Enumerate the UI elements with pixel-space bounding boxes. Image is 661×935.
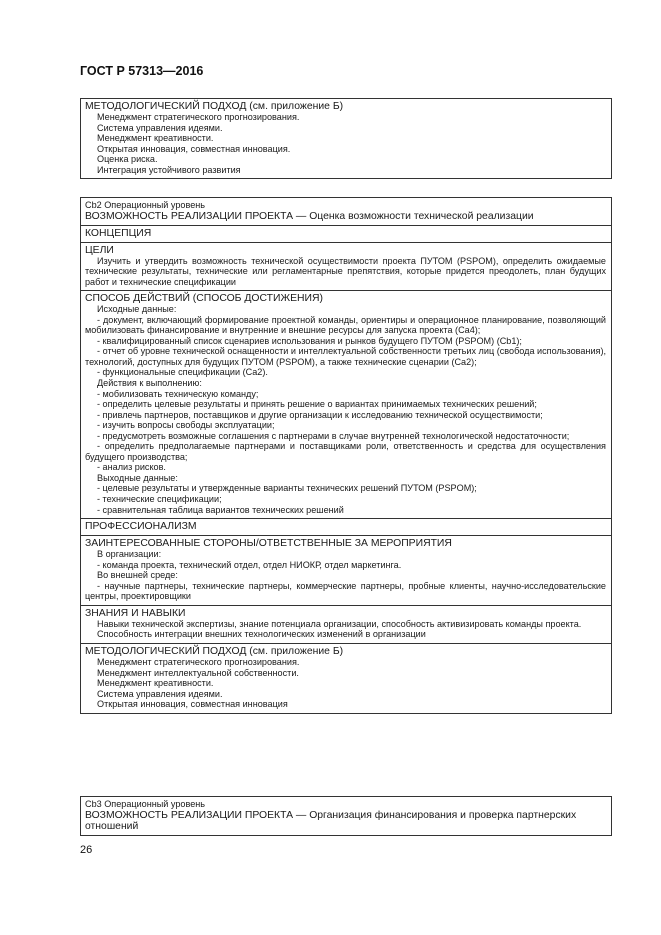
list-item: - привлечь партнеров, поставщиков и другие организации к исследованию технической осуществимости; bbox=[97, 409, 543, 420]
list-item: Открытая инновация, совместная инновация. bbox=[97, 143, 291, 154]
section-heading: КОНЦЕПЦИЯ bbox=[85, 227, 152, 239]
section-heading: ЗНАНИЯ И НАВЫКИ bbox=[85, 607, 186, 619]
section-heading: МЕТОДОЛОГИЧЕСКИЙ ПОДХОД (см. приложение Б) bbox=[85, 645, 344, 657]
list-item: Менеджмент креативности. bbox=[97, 133, 214, 144]
level-label: Cb2 Операционный уровень bbox=[85, 200, 206, 210]
list-item: Оценка риска. bbox=[97, 154, 158, 165]
subheading: Исходные данные: bbox=[97, 304, 177, 315]
block-title: ВОЗМОЖНОСТЬ РЕАЛИЗАЦИИ ПРОЕКТА — Оценка возможности технической реализации bbox=[85, 210, 534, 222]
list-item: Менеджмент стратегического прогнозирования. bbox=[97, 112, 300, 122]
subheading: В организации: bbox=[97, 549, 162, 560]
method-section bbox=[81, 290, 611, 518]
list-item: Способность интеграции внешних технологических изменений в организации bbox=[97, 629, 426, 640]
concept-section bbox=[81, 225, 611, 242]
list-item: - технические спецификации; bbox=[97, 494, 222, 505]
list-item: - анализ рисков. bbox=[97, 462, 166, 473]
section-heading: ЦЕЛИ bbox=[85, 244, 114, 256]
section-heading: ЗАИНТЕРЕСОВАННЫЕ СТОРОНЫ/ОТВЕТСТВЕННЫЕ ЗА МЕРОПРИЯТИЯ bbox=[85, 538, 452, 550]
list-item: - отчет об уровне технической оснащенности и интеллектуальной собственности третьих лиц (свобода использования), технологий, доступных для будущих ПУТОМ (PSPOM), а также технические сценарии (Ca2); bbox=[85, 346, 606, 367]
list-item: - мобилизовать техническую команду; bbox=[97, 388, 259, 399]
list-item: - целевые результаты и утвержденные варианты технических решений ПУТОМ (PSPOM); bbox=[97, 483, 477, 494]
list-item: - функциональные спецификации (Ca2). bbox=[97, 367, 268, 378]
level-label: Cb3 Операционный уровень bbox=[85, 799, 206, 809]
list-item: Навыки технической экспертизы, знание потенциала организации, способность активизировать команды проекта. bbox=[97, 618, 582, 629]
page-number: 26 bbox=[80, 844, 93, 856]
subheading: Выходные данные: bbox=[97, 472, 178, 483]
list-item: - команда проекта, технический отдел, отдел НИОКР, отдел маркетинга. bbox=[97, 559, 402, 570]
cb2-block bbox=[80, 197, 612, 714]
methodology-section bbox=[81, 99, 611, 178]
section-heading: ПРОФЕССИОНАЛИЗМ bbox=[85, 521, 197, 533]
section-heading: СПОСОБ ДЕЙСТВИЙ (СПОСОБ ДОСТИЖЕНИЯ) bbox=[85, 293, 323, 305]
professionalism-section bbox=[81, 518, 611, 535]
cb3-block bbox=[80, 796, 612, 836]
goals-section bbox=[81, 242, 611, 291]
block-title: ВОЗМОЖНОСТЬ РЕАЛИЗАЦИИ ПРОЕКТА — Организация финансирования и проверка партнерских отношений bbox=[85, 809, 577, 832]
list-item: Менеджмент интеллектуальной собственности. bbox=[97, 667, 299, 678]
list-item: - предусмотреть возможные соглашения с партнерами в случае внутренней технологической недостаточности; bbox=[97, 430, 570, 441]
stakeholders-section bbox=[81, 535, 611, 605]
approach-section bbox=[81, 643, 611, 713]
list-item: - определить целевые результаты и принять решение о вариантах принимаемых технических решений; bbox=[97, 399, 537, 410]
method-block-1 bbox=[80, 98, 612, 179]
cb3-title-section bbox=[81, 797, 611, 835]
list-item: - изучить вопросы свободы эксплуатации; bbox=[97, 420, 275, 431]
list-item: Менеджмент стратегического прогнозирования. bbox=[97, 656, 300, 667]
goals-text: Изучить и утвердить возможность технической осуществимости проекта ПУТОМ (PSPOM), определить ожидаемые технические результаты, технические или регламентарные препятствия, которые придется преодолеть, план будущих работ и технические спецификации bbox=[85, 255, 606, 287]
subheading: Действия к выполнению: bbox=[97, 378, 202, 389]
subheading: Во внешней среде: bbox=[97, 570, 178, 581]
list-item: Система управления идеями. bbox=[97, 688, 223, 699]
knowledge-section bbox=[81, 605, 611, 643]
list-item: - сравнительная таблица вариантов технических решений bbox=[97, 504, 344, 515]
list-item: - определить предполагаемые партнерами и поставщиками роли, ответственность и средства для осуществления будущего производства; bbox=[85, 441, 606, 462]
list-item: - научные партнеры, технические партнеры, коммерческие партнеры, пробные клиенты, научно-исследовательские центры, проектировщики bbox=[85, 580, 606, 602]
list-item: Интеграция устойчивого развития bbox=[97, 164, 241, 175]
list-item: - документ, включающий формирование проектной команды, ориентиры и операционное планирование, позволяющий мобилизовать финансирование и внутренние и внешние ресурсы для запуска проекта (Ca4); bbox=[85, 314, 606, 336]
document-header: ГОСТ Р 57313—2016 bbox=[80, 64, 204, 78]
list-item: - квалифицированный список сценариев использования и рынков будущего ПУТОМ (PSPOM) (Cb1); bbox=[97, 335, 522, 346]
list-item: Менеджмент креативности. bbox=[97, 678, 214, 689]
list-item: Система управления идеями. bbox=[97, 122, 223, 133]
list-item: Открытая инновация, совместная инновация bbox=[97, 699, 288, 710]
section-heading: МЕТОДОЛОГИЧЕСКИЙ ПОДХОД (см. приложение Б) bbox=[85, 101, 344, 112]
cb2-title-section bbox=[81, 198, 611, 225]
